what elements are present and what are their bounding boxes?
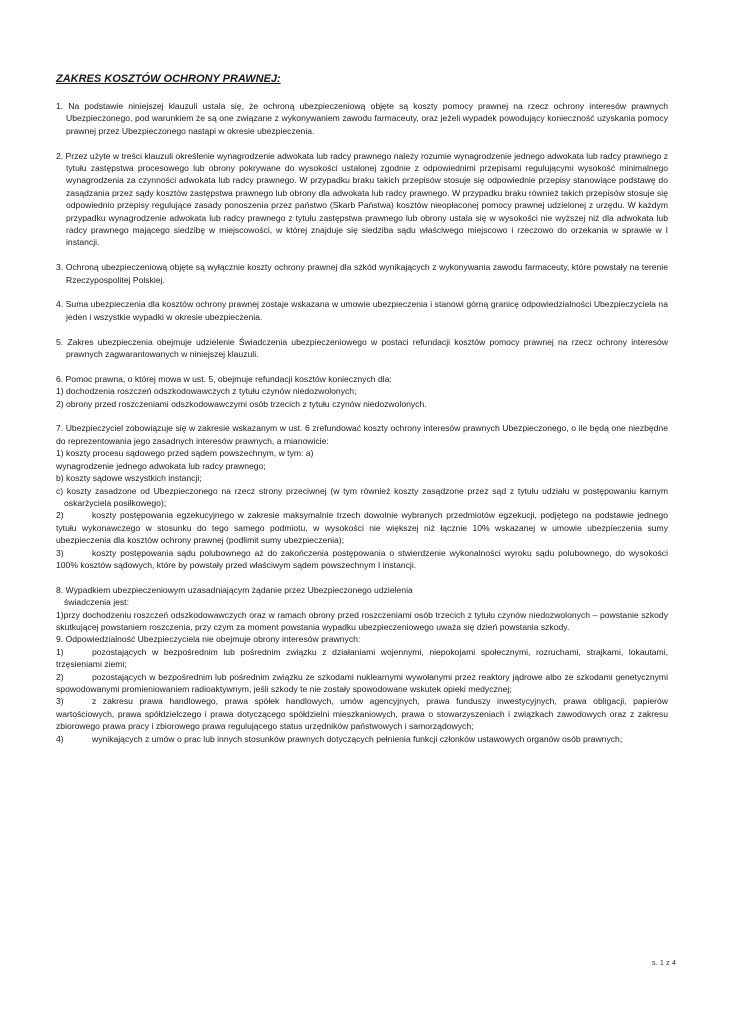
- paragraph-2: 2. Przez użyte w treści klauzuli określenie wynagrodzenie adwokata lub radcy prawnego należy rozumie wynagrodzenie jednego adwokata lub radcy prawnego z tytułu zastępstwa procesowego lub obrony pokrywane do wysokości ustalonej zgodnie z odpowiednimi przepisami regulującymi wysokość minimalnego wynagrodzenia za czynności adwokata lub radcy prawnego. W przypadku braku takich przepisów stosuje się odpowiednie przepisy stanowiące podstawę do zasądzania przez sądy kosztów zastępstwa prawnego lub obrony dla adwokata lub radcy prawnego. W przypadku braku również takich przepisów stosuje się odpowiednio przepisy regulujące zasady ponoszenia przez państwo (Skarb Państwa) kosztów nieopłaconej pomocy prawnej udzielonej z urzędu. W każdym przypadku wynagrodzenie adwokata lub radcy prawnego z tytułu zastępstwa prawnego lub obrony ustala się w wysokości nie wyższej niż dla adwokata lub radcy prawnego mającego siedzibę w miejscowości, w której znajduje się siedziba sądu właściwego miejscowo i rzeczowo do orzekania w sprawie w I instancji.: [56, 150, 668, 248]
- paragraph-4: 4. Suma ubezpieczenia dla kosztów ochrony prawnej zostaje wskazana w umowie ubezpieczenia i stanowi górną granicę odpowiedzialności Ubezpieczyciela na jeden i wszystkie wypadki w okresie ubezpieczenia.: [56, 299, 668, 322]
- paragraph-9-item-1: [56, 646, 668, 671]
- paragraph-8-line-2: świadczenia jest:: [64, 597, 129, 608]
- paragraph-7-item-1c: c) koszty zasadzone od Ubezpieczonego na rzecz strony przeciwnej (w tym również koszty zasądzone przez sąd z tytułu udziału w postępowaniu karnym oskarżyciela posiłkowego);: [56, 485, 668, 508]
- paragraph-9-item-2: [56, 671, 668, 696]
- paragraph-5: 5. Zakres ubezpieczenia obejmuje udzielenie Świadczenia ubezpieczeniowego w postaci refundacji kosztów pomocy prawnej na rzecz ochrony interesów prawnych zagwarantowanych w niniejszej klauzuli.: [56, 336, 668, 360]
- paragraph-6-intro: 6. Pomoc prawna, o której mowa w ust. 5, obejmuje refundacji kosztów koniecznych dla:: [56, 373, 392, 384]
- paragraph-8: [56, 584, 668, 634]
- paragraph-7-item-1: 1) koszty procesu sądowego przed sądem powszechnym, w tym: a): [56, 448, 314, 459]
- paragraph-7-item-3: [56, 547, 668, 572]
- item-text: wynikających z umów o prac lub innych stosunków prawnych dotyczących pełnienia funkcji członków ustawowych organów osób prawnych;: [92, 733, 623, 744]
- paragraph-9-item-3: [56, 695, 668, 732]
- paragraph-9: [56, 633, 668, 745]
- paragraph-3: 3. Ochroną ubezpieczeniową objęte są wyłącznie koszty ochrony prawnej dla szkód wynikających z wykonywania zawodu farmaceuty, które powstały na terenie Rzeczypospolitej Polskiej.: [56, 262, 668, 285]
- item-text: z zakresu prawa handlowego, prawa spółek handlowych, umów agencyjnych, prawa funduszy inwestycyjnych, prawa obligacji, papierów wartościowych, prawa spółdzielczego i prawa dotyczącego spółdzielni mieszkaniowych, prawa o stowarzyszeniach i związkach zawodowych oraz z zakresu zbiorowego prawa pracy i zbiorowego prawa regulującego status urzędników państwowych i samorządowych;: [56, 696, 668, 732]
- paragraph-6-item: 1) dochodzenia roszczeń odszkodowawczych z tytułu czynów niedozwolonych;: [56, 386, 357, 397]
- paragraph-7-intro: 7. Ubezpieczyciel zobowiązuje się w zakresie wskazanym w ust. 6 zrefundować koszty ochrony interesów prawnych Ubezpieczonego, o ile będą one niezbędne do reprezentowania jego zasadnych interesów prawnych, a mianowicie:: [56, 423, 668, 446]
- paragraph-6: [56, 373, 668, 410]
- item-number: 4): [56, 733, 64, 744]
- item-number: 2): [56, 671, 64, 682]
- item-text: koszty postępowania egzekucyjnego w zakresie maksymalnie trzech dowolnie wybranych przedmiotów egzekucji, podjętego na podstawie jednego tytułu wykonawczego w stosunku do tego samego podmiotu, w wysokości nie większej niż łącznie 10% wskazanej w umowie ubezpieczenia sumy ubezpieczenia dla kosztów ochrony prawnej (podlimit sumy ubezpieczenia);: [56, 510, 668, 546]
- item-number: 2): [56, 510, 64, 521]
- paragraph-6-item: 2) obrony przed roszczeniami odszkodowawczymi osób trzecich z tytułu czynów niedozwolonych.: [56, 398, 427, 409]
- paragraph-7: [56, 422, 668, 571]
- paragraph-8-line-1: 8. Wypadkiem ubezpieczeniowym uzasadniającym żądanie przez Ubezpieczonego udzielenia: [56, 584, 413, 595]
- paragraph-7-item-1b: b) koszty sądowe wszystkich instancji;: [56, 473, 202, 484]
- item-text: pozostających w bezpośrednim lub pośrednim związku z działaniami wojennymi, niepokojami społecznymi, rozruchami, strajkami, lokautami, trzęsieniami ziemi;: [56, 646, 668, 670]
- page-number: s. 1 z 4: [651, 958, 676, 967]
- document-title: ZAKRES KOSZTÓW OCHRONY PRAWNEJ:: [56, 73, 281, 85]
- paragraph-9-item-4: [56, 733, 668, 745]
- paragraph-1: 1. Na podstawie niniejszej klauzuli ustala się, że ochroną ubezpieczeniową objęte są koszty pomocy prawnej na rzecz ochrony interesów prawnych Ubezpieczonego, pod warunkiem że są one związane z wykonywaniem zawodu farmaceuty, oraz jeżeli wypadek powodujący konieczność uzyskania pomocy prawnej przez Ubezpieczonego nastąpi w okresie ubezpieczenia.: [56, 101, 668, 136]
- item-number: 3): [56, 696, 64, 707]
- item-number: 3): [56, 547, 64, 558]
- paragraph-9-intro: 9. Odpowiedzialność Ubezpieczyciela nie obejmuje obrony interesów prawnych:: [56, 634, 361, 645]
- item-text: koszty postępowania sądu polubownego aż do zakończenia postępowania o stwierdzenie wykonalności wyroku sądu polubownego, do wysokości 100% kosztów sądowych, które by powstały przed właściwym sądem powszechnym I instancji.: [56, 547, 668, 570]
- paragraph-7-item-2: [56, 509, 668, 546]
- document-page: [56, 72, 668, 745]
- paragraph-7-item-1a: wynagrodzenie jednego adwokata lub radcy prawnego;: [56, 460, 266, 471]
- item-text: pozostających w bezpośrednim lub pośrednim związku ze szkodami nuklearnymi wywołanymi przez reaktory jądrowe albo ze szkodami genetycznymi spowodowanymi promieniowaniem radioaktywnym, jeśli szkody te nie zostały spowodowane wskutek opieki medycznej;: [56, 671, 668, 694]
- item-number: 1): [56, 646, 64, 657]
- paragraph-8-item-1: 1)przy dochodzeniu roszczeń odszkodowawczych oraz w ramach obrony przed roszczeniami osób trzecich z tytułu czynów niedozwolonych – powstanie szkody skutkującej powstaniem roszczenia, przy czym za moment powstania wypadku ubezpieczeniowego uważa się dzień powstania szkody.: [56, 609, 668, 632]
